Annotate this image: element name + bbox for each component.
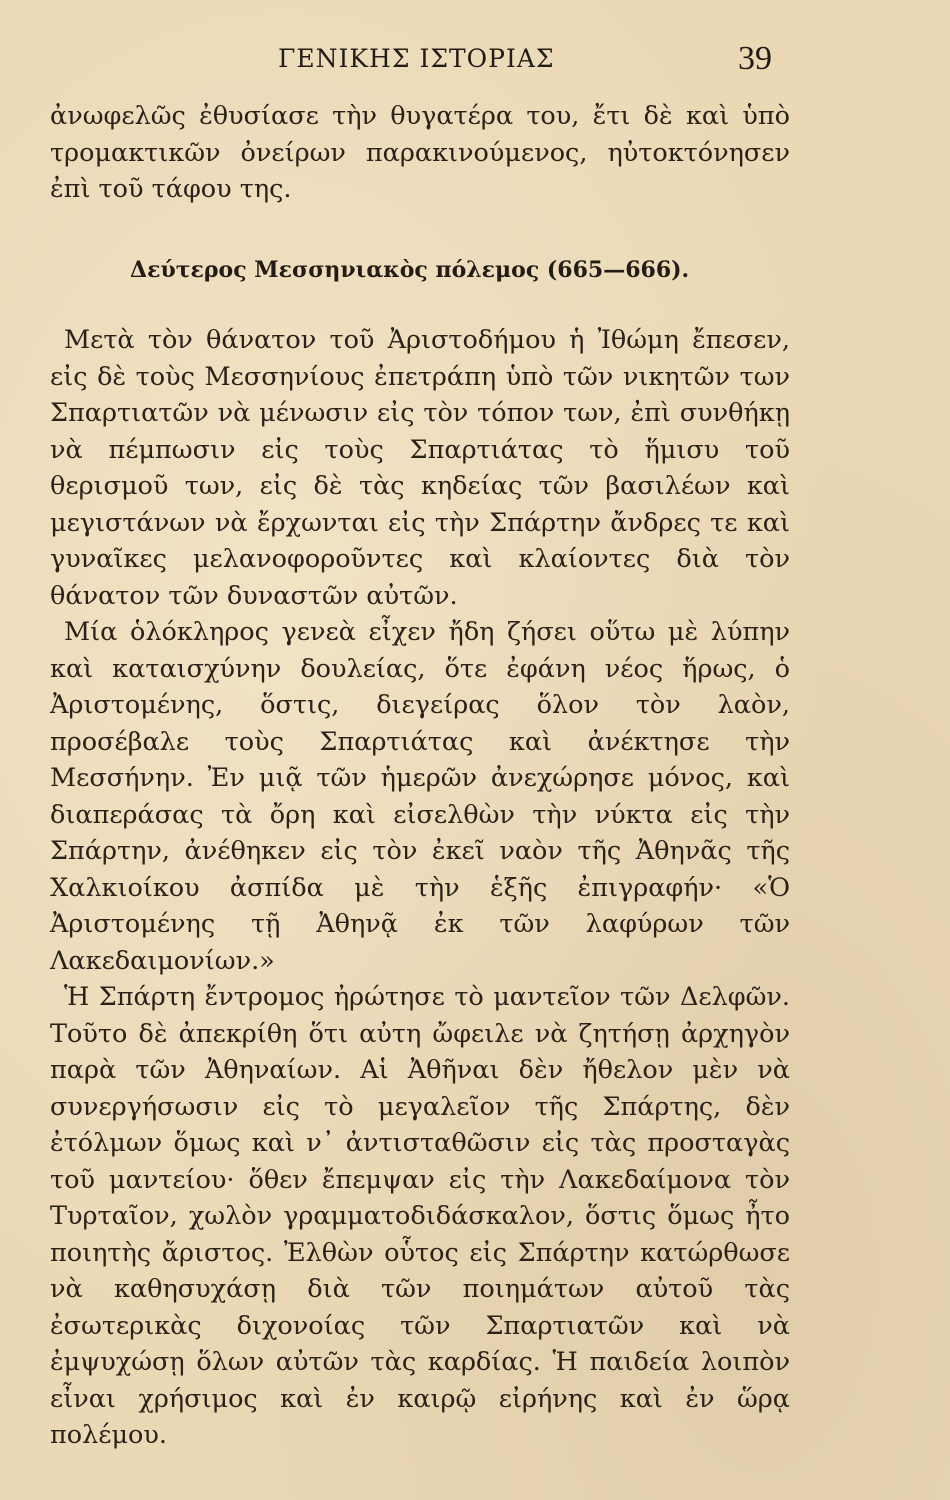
intro-text bbox=[50, 98, 790, 208]
paragraph-1: Μετὰ τὸν θάνατον τοῦ Ἀριστοδήμου ἡ Ἰθώμη ἔπεσεν, εἰς δὲ τοὺς Μεσσηνίους ἐπετράπη ὑπὸ τῶν νικητῶν των Σπαρτιατῶν νὰ μένωσιν εἰς τὸν τόπον των, ἐπὶ συνθήκῃ νὰ πέμπωσιν εἰς τοὺς Σπαρτιάτας τὸ ἥμισυ τοῦ θερισμοῦ των, εἰς δὲ τὰς κηδείας τῶν βασιλέων καὶ μεγιστάνων νὰ ἔρχωνται εἰς τὴν Σπάρτην ἄνδρες τε καὶ γυναῖκες μελανοφοροῦντες καὶ κλαίοντες διὰ τὸν θάνατον τῶν δυναστῶν αὐτῶν. bbox=[50, 325, 790, 611]
body-text bbox=[50, 322, 790, 1454]
page-header bbox=[0, 38, 950, 88]
paragraph-3: Ἡ Σπάρτη ἔντρομος ἠρώτησε τὸ μαντεῖον τῶν Δελφῶν. Τοῦτο δὲ ἀπεκρίθη ὅτι αὐτη ὤφειλε νὰ ζητήσῃ ἀρχηγὸν παρὰ τῶν Ἀθηναίων. Αἱ Ἀθῆναι δὲν ἤθελον μὲν νὰ συνεργήσωσιν εἰς τὸ μεγαλεῖον τῆς Σπάρτης, δὲν ἐτόλμων ὅμως καὶ ν᾽ ἀντισταθῶσιν εἰς τὰς προσταγὰς τοῦ μαντείου· ὅθεν ἔπεμψαν εἰς τὴν Λακεδαίμονα τὸν Τυρταῖον, χωλὸν γραμματοδιδάσκαλον, ὅστις ὅμως ἦτο ποιητὴς ἄριστος. Ἐλθὼν οὗτος εἰς Σπάρτην κατώρθωσε νὰ καθησυχάσῃ διὰ τῶν ποιημάτων αὐτοῦ τὰς ἐσωτερικὰς διχονοίας τῶν Σπαρτιατῶν καὶ νὰ ἐμψυχώσῃ ὅλων αὐτῶν τὰς καρδίας. Ἡ παιδεία λοιπὸν εἶναι χρήσιμος καὶ ἐν καιρῷ εἰρήνης καὶ ἐν ὥρᾳ πολέμου. bbox=[50, 982, 790, 1450]
intro-paragraph: ἀνωφελῶς ἐθυσίασε τὴν θυγατέρα του, ἔτι δὲ καὶ ὑπὸ τρομακτικῶν ὀνείρων παρακινούμενος, ηὐτοκτόνησεν ἐπὶ τοῦ τάφου της. bbox=[50, 101, 790, 204]
paragraph-2: Μία ὁλόκληρος γενεὰ εἶχεν ἤδη ζήσει οὕτω μὲ λύπην καὶ καταισχύνην δουλείας, ὅτε ἐφάνη νέος ἥρως, ὁ Ἀριστομένης, ὅστις, διεγείρας ὅλον τὸν λαὸν, προσέβαλε τοὺς Σπαρτιάτας καὶ ἀνέκτησε τὴν Μεσσήνην. Ἐν μιᾷ τῶν ἡμερῶν ἀνεχώρησε μόνος, καὶ διαπεράσας τὰ ὄρη καὶ εἰσελθὼν τὴν νύκτα εἰς τὴν Σπάρτην, ἀνέθηκεν εἰς τὸν ἐκεῖ ναὸν τῆς Ἀθηνᾶς τῆς Χαλκιοίκου ἀσπίδα μὲ τὴν ἑξῆς ἐπιγραφήν· «Ὁ Ἀριστομένης τῇ Ἀθηνᾷ ἐκ τῶν λαφύρων τῶν Λακεδαιμονίων.» bbox=[50, 617, 790, 976]
page-number: 39 bbox=[738, 40, 772, 77]
section-heading: Δεύτερος Μεσσηνιακὸς πόλεμος (665—666). bbox=[130, 257, 690, 283]
running-title: ΓΕΝΙΚΗΣ ΙΣΤΟΡΙΑΣ bbox=[278, 44, 555, 73]
